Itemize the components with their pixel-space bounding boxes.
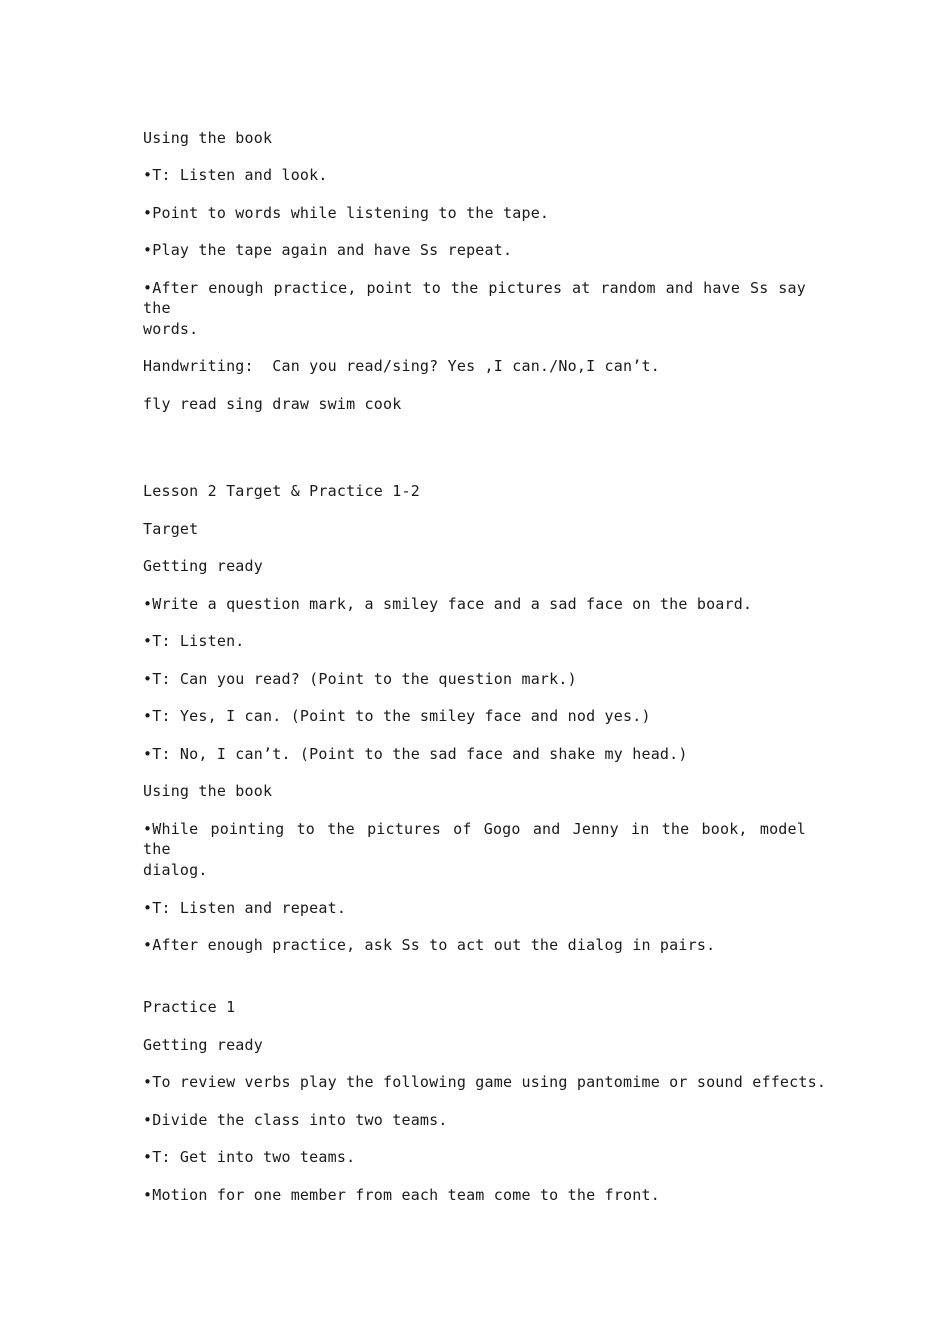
section-heading-practice-1: Practice 1 [143,998,236,1016]
handwriting-line: Handwriting: Can you read/sing? Yes ,I can./No,I can’t. [143,357,660,375]
bullet-line: •To review verbs play the following game using pantomime or sound effects. [143,1073,827,1091]
bullet-line: •T: Get into two teams. [143,1148,356,1166]
word-list: fly read sing draw swim cook [143,395,402,413]
lesson-heading: Lesson 2 Target & Practice 1-2 [143,482,420,500]
bullet-line: •Motion for one member from each team come to the front. [143,1186,660,1204]
bullet-line: •Divide the class into two teams. [143,1111,448,1129]
section-heading-using-the-book: Using the book [143,129,273,147]
section-heading-getting-ready: Getting ready [143,1036,263,1054]
bullet-line-continuation: words. [143,320,199,338]
bullet-line: •Point to words while listening to the tape. [143,204,550,222]
section-heading-using-the-book: Using the book [143,782,273,800]
bullet-line-wrapped: •After enough practice, point to the pictures at random and have Ss say the [143,279,806,317]
bullet-line: •T: Can you read? (Point to the question mark.) [143,670,577,688]
bullet-line: •After enough practice, ask Ss to act out the dialog in pairs. [143,936,716,954]
bullet-line: •Write a question mark, a smiley face and a sad face on the board. [143,595,753,613]
bullet-line: •T: Listen. [143,632,245,650]
bullet-line: •T: No, I can’t. (Point to the sad face and shake my head.) [143,745,688,763]
section-heading-target: Target [143,520,199,538]
bullet-line-wrapped: •While pointing to the pictures of Gogo and Jenny in the book, model the [143,820,806,858]
bullet-line: •T: Listen and repeat. [143,899,347,917]
bullet-line: •T: Listen and look. [143,166,328,184]
bullet-line: •Play the tape again and have Ss repeat. [143,241,513,259]
bullet-line-continuation: dialog. [143,861,208,879]
bullet-line: •T: Yes, I can. (Point to the smiley face and nod yes.) [143,707,651,725]
section-heading-getting-ready: Getting ready [143,557,263,575]
